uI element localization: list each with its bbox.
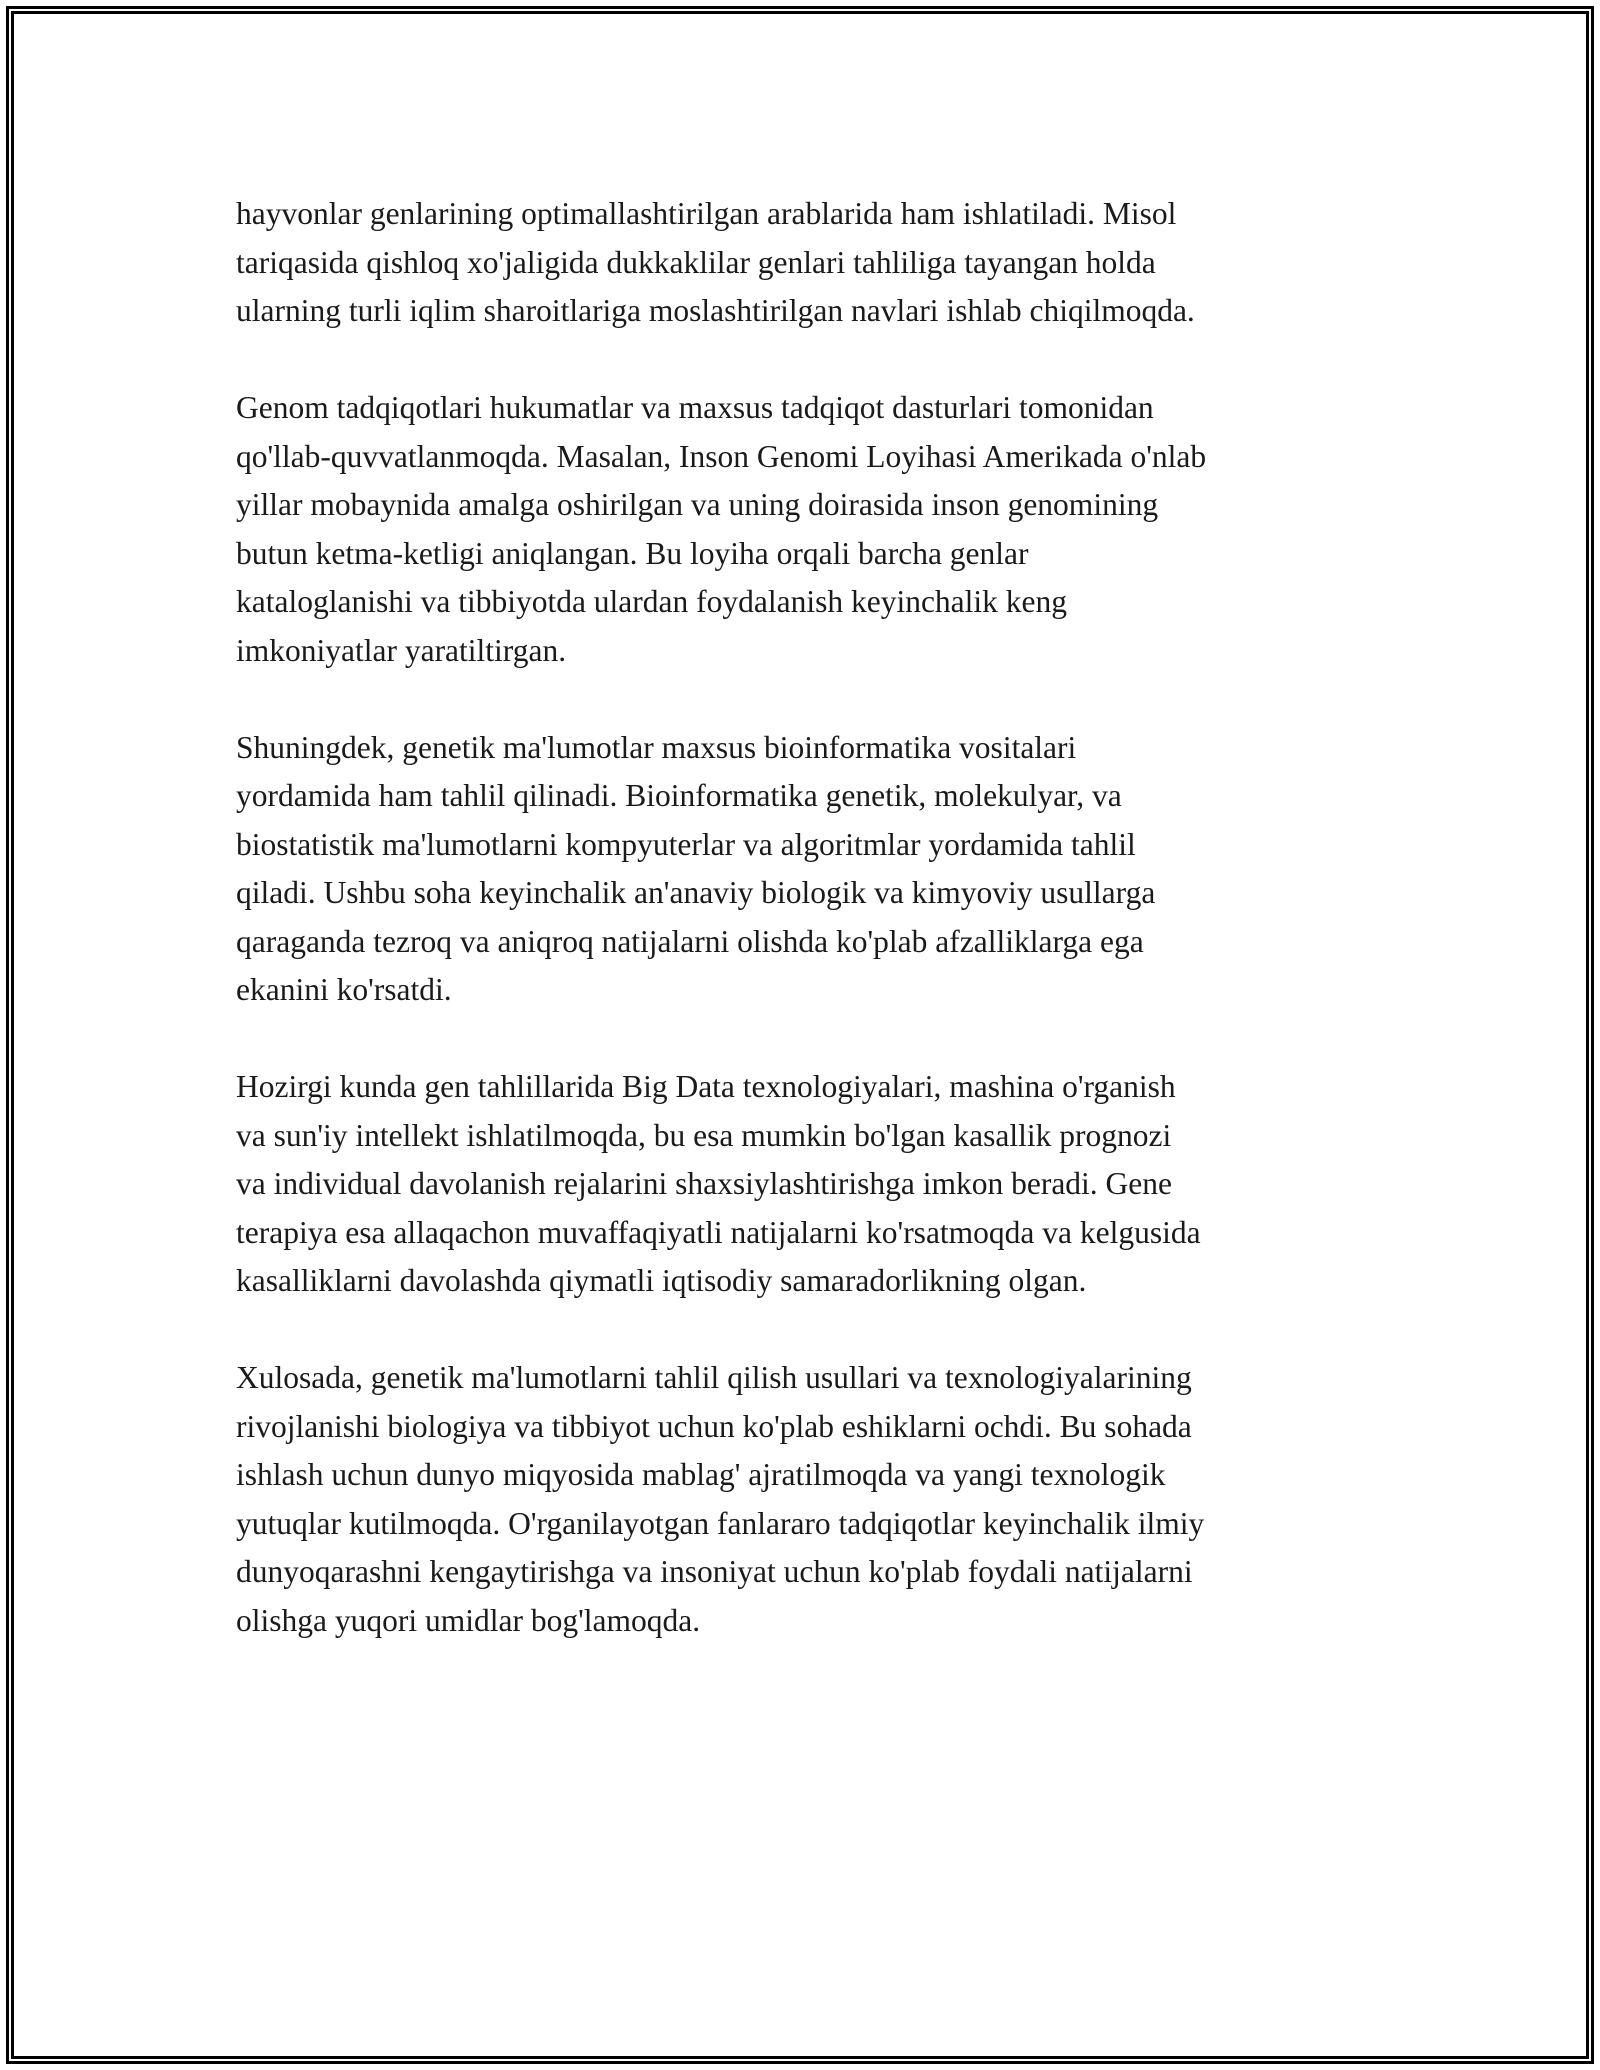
text-line: kataloglanishi va tibbiyotda ulardan foydalanish keyinchalik keng	[236, 584, 1068, 619]
text-line: butun ketma-ketligi aniqlangan. Bu loyiha orqali barcha genlar	[236, 535, 1029, 571]
text-line: qo'llab-quvvatlanmoqda. Masalan, Inson Genomi Loyihasi Amerikada o'nlab	[236, 438, 1207, 474]
text-line: Xulosada, genetik ma'lumotlarni tahlil qilish usullari va texnologiyalarining	[236, 1360, 1192, 1395]
paragraph-5	[236, 1354, 1386, 1645]
text-line: tariqasida qishloq xo'jaligida dukkaklilar genlari tahliliga tayangan holda	[236, 244, 1156, 280]
text-line: terapiya esa allaqachon muvaffaqiyatli natijalarni ko'rsatmoqda va kelgusida	[236, 1214, 1201, 1250]
text-line: olishga yuqori umidlar bog'lamoqda.	[236, 1602, 701, 1638]
text-line: Hozirgi kunda gen tahlillarida Big Data texnologiyalari, mashina o'rganish	[236, 1069, 1176, 1104]
text-line: Shuningdek, genetik ma'lumotlar maxsus bioinformatika vositalari	[236, 729, 1077, 765]
text-line: yordamida ham tahlil qilinadi. Bioinformatika genetik, molekulyar, va	[236, 778, 1122, 813]
paragraph-2	[236, 384, 1386, 675]
text-line: va individual davolanish rejalarini shaxsiylashtirishga imkon beradi. Gene	[236, 1166, 1173, 1201]
text-line: dunyoqarashni kengaytirishga va insoniyat uchun ko'plab foydali natijalarni	[236, 1554, 1193, 1589]
text-line: yillar mobaynida amalga oshirilgan va uning doirasida inson genomining	[236, 487, 1159, 522]
text-line: Genom tadqiqotlari hukumatlar va maxsus tadqiqot dasturlari tomonidan	[236, 390, 1154, 425]
document-body	[236, 190, 1386, 1694]
text-line: hayvonlar genlarining optimallashtirilgan arablarida ham ishlatiladi. Misol	[236, 196, 1177, 231]
text-line: rivojlanishi biologiya va tibbiyot uchun ko'plab eshiklarni ochdi. Bu sohada	[236, 1408, 1192, 1444]
text-line: va sun'iy intellekt ishlatilmoqda, bu esa mumkin bo'lgan kasallik prognozi	[236, 1117, 1172, 1153]
paragraph-3	[236, 724, 1386, 1015]
text-line: yutuqlar kutilmoqda. O'rganilayotgan fanlararo tadqiqotlar keyinchalik ilmiy	[236, 1505, 1205, 1541]
text-line: imkoniyatlar yaratiltirgan.	[236, 632, 567, 668]
paragraph-1	[236, 190, 1386, 336]
text-line: ishlash uchun dunyo miqyosida mablag' ajratilmoqda va yangi texnologik	[236, 1457, 1166, 1492]
text-line: qiladi. Ushbu soha keyinchalik an'anaviy biologik va kimyoviy usullarga	[236, 875, 1156, 910]
text-line: ekanini ko'rsatdi.	[236, 972, 452, 1007]
paragraph-4	[236, 1063, 1386, 1306]
text-line: ularning turli iqlim sharoitlariga moslashtirilgan navlari ishlab chiqilmoqda.	[236, 293, 1195, 328]
text-line: kasalliklarni davolashda qiymatli iqtisodiy samaradorlikning olgan.	[236, 1263, 1087, 1298]
text-line: qaraganda tezroq va aniqroq natijalarni olishda ko'plab afzalliklarga ega	[236, 923, 1144, 959]
text-line: biostatistik ma'lumotlarni kompyuterlar va algoritmlar yordamida tahlil	[236, 826, 1136, 862]
